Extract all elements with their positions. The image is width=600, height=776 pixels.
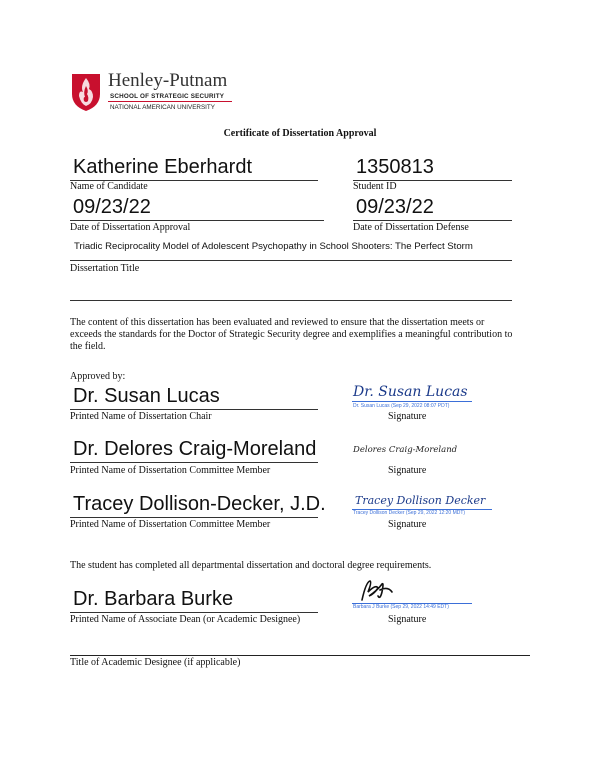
approval-date: 09/23/22 xyxy=(73,196,151,218)
flame-shield-icon xyxy=(70,72,102,112)
chair-signature-line xyxy=(352,401,472,402)
member2-signature: Tracey Dollison Decker xyxy=(355,494,486,507)
member2-role-label: Printed Name of Dissertation Committee Member xyxy=(70,519,271,530)
designee-title-label: Title of Academic Designee (if applicable) xyxy=(70,657,241,668)
designee-title-line xyxy=(70,655,530,656)
member1-role-label: Printed Name of Dissertation Committee Member xyxy=(70,465,271,476)
candidate-name-label: Name of Candidate xyxy=(70,181,148,192)
dean-role-label: Printed Name of Associate Dean (or Academic Designee) xyxy=(70,614,301,625)
chair-name-line xyxy=(70,409,318,410)
member1-signature-label: Signature xyxy=(388,465,427,476)
logo-rule xyxy=(108,101,232,102)
logo-name: Henley-Putnam xyxy=(108,70,228,91)
page-title: Certificate of Dissertation Approval xyxy=(223,128,377,139)
completion-statement: The student has completed all departmental dissertation and doctoral degree requirements. xyxy=(70,560,432,571)
approved-by-label: Approved by: xyxy=(70,371,126,382)
dissertation-title-label: Dissertation Title xyxy=(70,263,140,274)
dean-name-line xyxy=(70,612,318,613)
chair-name: Dr. Susan Lucas xyxy=(73,385,220,407)
approval-date-line xyxy=(70,220,324,221)
dean-signature-meta: Barbara J Burke (Sep 29, 2022 14:49 EDT) xyxy=(353,604,449,610)
defense-date-line xyxy=(353,220,512,221)
dean-signature-label: Signature xyxy=(388,614,427,625)
dean-signature xyxy=(358,578,398,604)
student-id-label: Student ID xyxy=(353,181,397,192)
member1-signature: Delores Craig-Moreland xyxy=(353,445,458,455)
chair-signature: Dr. Susan Lucas xyxy=(353,384,468,400)
chair-signature-label: Signature xyxy=(388,411,427,422)
member2-name-line xyxy=(70,517,318,518)
logo-university: NATIONAL AMERICAN UNIVERSITY xyxy=(110,104,215,111)
chair-role-label: Printed Name of Dissertation Chair xyxy=(70,411,212,422)
member1-name-line xyxy=(70,462,318,463)
student-id: 1350813 xyxy=(356,156,434,178)
candidate-name: Katherine Eberhardt xyxy=(73,156,253,178)
chair-signature-meta: Dr. Susan Lucas (Sep 29, 2022 08:07 PDT) xyxy=(353,403,450,409)
logo xyxy=(70,70,240,118)
member2-signature-meta: Tracey Dollison Decker (Sep 29, 2022 12:20 MDT) xyxy=(353,510,466,516)
member1-name: Dr. Delores Craig-Moreland xyxy=(73,438,317,460)
approval-statement: The content of this dissertation has been evaluated and reviewed to ensure that the dissertation meets or exceeds the standards for the Doctor of Strategic Security degree and exemplifies a meaningful contribution to the field. xyxy=(70,317,513,353)
dissertation-title-line xyxy=(70,260,512,261)
defense-date-label: Date of Dissertation Defense xyxy=(353,222,469,233)
dissertation-title: Triadic Reciprocality Model of Adolescent Psychopathy in School Shooters: The Perfect Storm xyxy=(74,241,473,252)
logo-school: SCHOOL OF STRATEGIC SECURITY xyxy=(110,93,225,100)
dissertation-title-line-2 xyxy=(70,300,512,301)
dean-name: Dr. Barbara Burke xyxy=(73,588,234,610)
member2-signature-label: Signature xyxy=(388,519,427,530)
member2-name: Tracey Dollison-Decker, J.D. xyxy=(73,493,326,515)
defense-date: 09/23/22 xyxy=(356,196,434,218)
approval-date-label: Date of Dissertation Approval xyxy=(70,222,191,233)
